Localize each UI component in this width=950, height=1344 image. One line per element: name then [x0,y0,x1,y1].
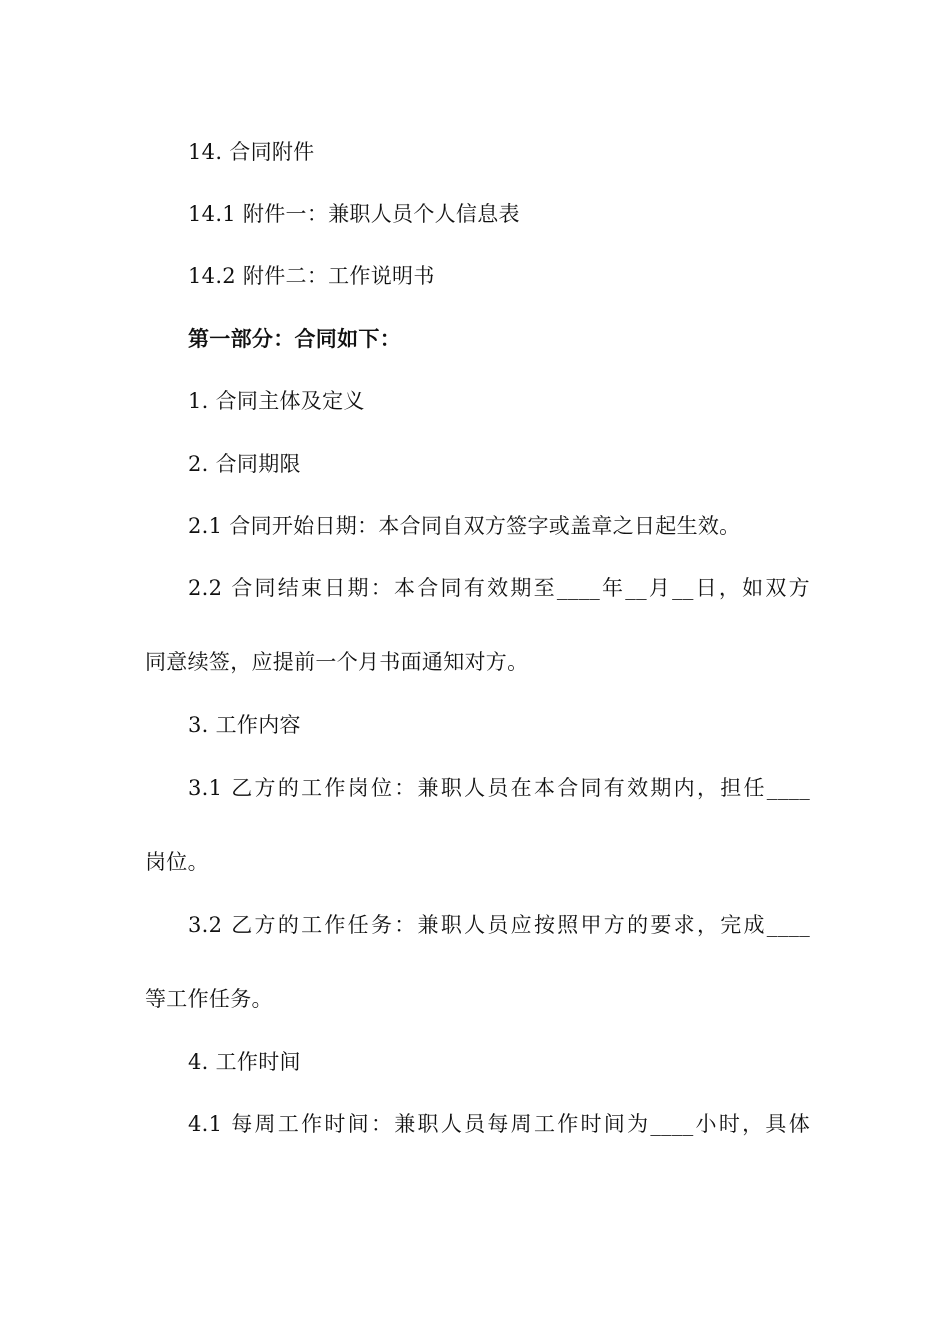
clause-3-1-continuation: 岗位。 [145,850,209,874]
section-heading-4: 4. 工作时间 [188,1050,301,1074]
clause-2-1: 2.1 合同开始日期：本合同自双方签字或盖章之日起生效。 [188,514,741,538]
clause-3-2-continuation: 等工作任务。 [145,987,273,1011]
section-heading-2: 2. 合同期限 [188,452,301,476]
section-heading-3: 3. 工作内容 [188,713,301,737]
clause-3-1: 3.1 乙方的工作岗位：兼职人员在本合同有效期内，担任____ [188,776,810,800]
section-heading-14: 14. 合同附件 [188,140,315,164]
section-heading-1: 1. 合同主体及定义 [188,389,365,413]
clause-14-2: 14.2 附件二：工作说明书 [188,264,435,288]
clause-14-1: 14.1 附件一：兼职人员个人信息表 [188,202,520,226]
clause-2-2: 2.2 合同结束日期：本合同有效期至____年__月__日，如双方 [188,576,810,600]
clause-3-2: 3.2 乙方的工作任务：兼职人员应按照甲方的要求，完成____ [188,913,810,937]
clause-4-1: 4.1 每周工作时间：兼职人员每周工作时间为____小时，具体 [188,1112,810,1136]
clause-2-2-continuation: 同意续签，应提前一个月书面通知对方。 [145,650,529,674]
part-one-heading: 第一部分：合同如下： [188,326,401,351]
